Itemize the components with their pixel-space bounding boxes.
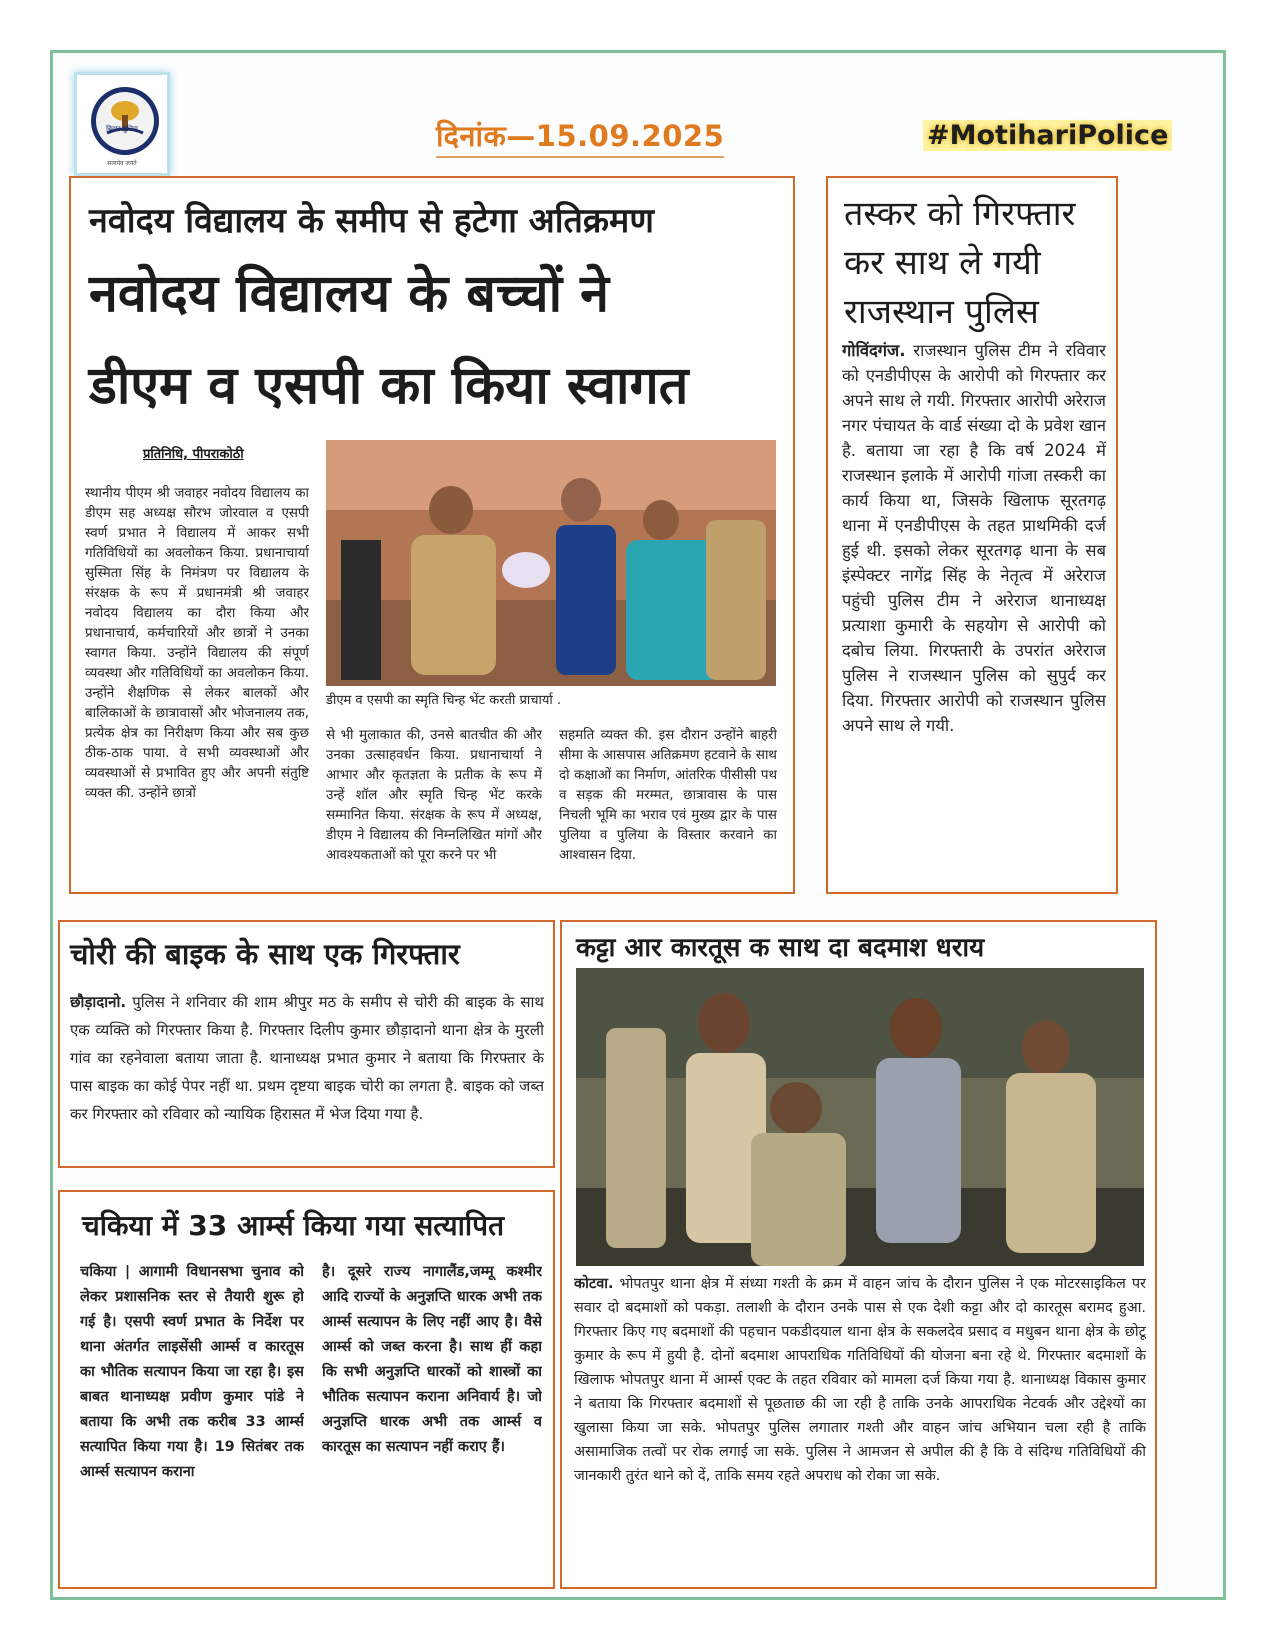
story-rajasthan-text: राजस्थान पुलिस टीम ने रविवार को एनडीपीएस के आरोपी को गिरफ्तार कर अपने साथ ले गयी. गिरफ्तार आरोपी अरेराज नगर पंचायत के वार्ड संख्या दो के प्रवेश खान है. बताया जा रहा है कि वर्ष 2024 में राजस्थान इलाके में आरोपी गांजा तस्करी का कार्य किया था, जिसके खिलाफ सूरतगढ़ थाना में एनडीपीएस के तहत प्राथमिकी दर्ज हुई थी. इसको लेकर सूरतगढ़ थाना के सब इंस्पेक्टर नागेंद्र सिंह के नेतृत्व में अरेराज पहुंची पुलिस टीम ने अरेराज थानाध्यक्ष प्रत्याशा कुमारी के सहयोग से आरोपी को दबोच लिया. गिरफ्तारी के उपरांत अरेराज पुलिस ने राजस्थान पुलिस को सुपुर्द कर दिया. गिरफ्तार आरोपी को राजस्थान पुलिस अपने साथ ले गयी. — [842, 341, 1106, 735]
logo-title: बिहार पुलिस — [106, 125, 138, 133]
bihar-police-logo — [74, 72, 170, 176]
story-stolen-bike — [58, 920, 555, 1168]
story-rajasthan-body — [842, 338, 1106, 888]
story-katta-photo — [576, 968, 1144, 1266]
story-chakia-col-2: है। दूसरे राज्य नागालैंड,जम्मू कश्मीर आदि राज्यों के अनुज्ञप्ति धारक अभी तक आर्म्स सत्यापन के लिए नहीं आए है। वैसे आर्म्स को जब्त करना है। साथ हीं कहा कि सभी अनुज्ञप्ति धारकों को शास्त्रों का भौतिक सत्यापन कराना अनिवार्य है। जो अनुज्ञप्ति धारक अभी तक आर्म्स व कारतूस का सत्यापन नहीं कराए हैं। — [322, 1264, 542, 1455]
story-katta-text: भोपतपुर थाना क्षेत्र में संध्या गश्ती के क्रम में वाहन जांच के दौरान पुलिस ने एक मोटरसाइकिल पर सवार दो बदमाशों को पकड़ा. तलाशी के दौरान उनके पास से एक देशी कट्टा और दो कारतूस बरामद हुआ. गिरफ्तार किए गए बदमाशों की पहचान पकडीदयाल थाना क्षेत्र के सकलदेव प्रसाद व मधुबन थाना क्षेत्र के छोटू कुमार के रूप में हुयी है. दोनों बदमाश आपराधिक गतिविधियों की योजना बना रहे थे. गिरफ्तार बदमाशों के खिलाफ भोपतपुर थाना में आर्म्स एक्ट के तहत रविवार को मामला दर्ज किया गया है. थानाध्यक्ष विकास कुमार ने बताया कि गिरफ्तार बदमाशों से पूछताछ की जा रही है ताकि उनके आपराधिक नेटवर्क और उद्देश्यों का खुलासा किया जा सके. भोपतपुर पुलिस लगातार गश्ती और वाहन जांच अभियान चला रही है ताकि असामाजिक तत्वों पर रोक लगाई जा सके. पुलिस ने आमजन से अपील की है कि वे संदिग्ध गतिविधियों की जानकारी तुरंत थाने को दें, ताकि समय रहते अपराध को रोका जा सके. — [574, 1276, 1146, 1484]
story-chakia-dateline: चकिया | — [80, 1264, 131, 1280]
story-bike-dateline: छौड़ादानो. — [70, 993, 127, 1011]
story-katta-body — [574, 1272, 1146, 1582]
story-navodaya-col-1: स्थानीय पीएम श्री जवाहर नवोदय विद्यालय का डीएम सह अध्यक्ष सौरभ जोरवाल व एसपी स्वर्ण प्रभात ने विद्यालय में आकर सभी गतिविधियों का अवलोकन किया. प्रधानाचार्या सुस्मिता सिंह के निमंत्रण पर विद्यालय के संरक्षक के रूप में प्रधानमंत्री श्री जवाहर नवोदय विद्यालय का दौरा किया और प्रधानाचार्य, कर्मचारियों और छात्रों ने उनका स्वागत किया. उन्होंने विद्यालय की संपूर्ण व्यवस्था और गतिविधियों का अवलोकन किया. उन्होंने शैक्षणिक से लेकर बालकों और बालिकाओं के छात्रावासों और भोजनालय तक, प्रत्येक क्षेत्र का निरीक्षण किया और सब कुछ ठीक-ठाक पाया. वे सभी व्यवस्थाओं और व्यवस्थाओं से प्रभावित हुए और अपनी संतुष्टि व्यक्त की. उन्होंने छात्रों — [85, 486, 309, 801]
story-navodaya-col-2: से भी मुलाकात की, उनसे बातचीत की और उनका उत्साहवर्धन किया. प्रधानाचार्या ने आभार और कृतज्ञता के प्रतीक के रूप में उन्हें शॉल और स्मृति चिन्ह भेंट करके सम्मानित किया. संरक्षक के रूप में अध्यक्ष, डीएम ने विद्यालय की निम्नलिखित मांगों और आवश्यकताओं को पूरा करने पर भी — [326, 728, 542, 863]
story-navodaya-photo-caption: डीएम व एसपी का स्मृति चिन्ह भेंट करती प्राचार्या . — [326, 693, 561, 708]
story-bike-text: पुलिस ने शनिवार की शाम श्रीपुर मठ के समीप से चोरी की बाइक के साथ एक व्यक्ति को गिरफ्तार किया है. गिरफ्तार दिलीप कुमार छौड़ादानो थाना क्षेत्र के मुरली गांव का रहनेवाला बताया जाता है. थानाध्यक्ष प्रभात कुमार ने बताया कि गिरफ्तार के पास बाइक का कोई पेपर नहीं था. प्रथम दृष्टया बाइक चोरी का लगता है. बाइक को जब्त कर गिरफ्तार को रविवार को न्यायिक हिरासत में भेज दिया गया है. — [70, 993, 544, 1123]
story-rajasthan-dateline: गोविंदगंज. — [842, 341, 906, 360]
story-chakia-arms — [58, 1190, 555, 1589]
story-bike-headline: चोरी की बाइक के साथ एक गिरफ्तार — [70, 937, 460, 971]
story-bike-body — [70, 988, 544, 1160]
story-chakia-col-1 — [80, 1260, 304, 1560]
story-navodaya-byline: प्रतिनिधि, पीपराकोठी — [143, 447, 244, 462]
story-navodaya-col-3: सहमति व्यक्त की. इस दौरान उन्होंने बाहरी सीमा के आसपास अतिक्रमण हटवाने के साथ दो कक्षाओं का निर्माण, आंतरिक पीसीसी पथ व सड़क की मरम्मत, छात्रावास के पास निचली भूमि का भराव एवं मुख्य द्वार के पास पुलिया व पुलिया के विस्तार करवाने का आश्वासन दिया. — [559, 728, 777, 863]
story-katta-headline: कट्टा आर कारतूस क साथ दा बदमाश धराय — [576, 933, 985, 963]
story-navodaya — [69, 176, 795, 894]
story-katta-dateline: कोटवा. — [574, 1276, 614, 1292]
story-navodaya-photo — [326, 440, 776, 686]
logo-motto: सत्यमेव जयते — [107, 160, 137, 167]
story-navodaya-headline-2: डीएम व एसपी का किया स्वागत — [89, 356, 689, 416]
page-date: दिनांक—15.09.2025 — [436, 116, 724, 158]
story-navodaya-headline-1: नवोदय विद्यालय के बच्चों ने — [89, 264, 610, 324]
story-katta-cartridge — [560, 920, 1157, 1589]
story-navodaya-kicker: नवोदय विद्यालय के समीप से हटेगा अतिक्रमण — [89, 201, 654, 241]
story-chakia-text-1: आगामी विधानसभा चुनाव को लेकर प्रशासनिक स्तर से तैयारी शुरू हो गई है। एसपी स्वर्ण प्रभात के निर्देश पर थाना अंतर्गत लाइसेंसी आर्म्स व कारतूस का भौतिक सत्यापन किया जा रहा है। इस बाबत थानाध्यक्ष प्रवीण कुमार पांडे ने बताया कि अभी तक करीब 33 आर्म्स सत्यापित किया गया है। 19 सितंबर तक आर्म्स सत्यापन कराना — [80, 1264, 304, 1480]
story-chakia-headline: चकिया में 33 आर्म्स किया गया सत्यापित — [82, 1209, 505, 1242]
story-rajasthan-police — [826, 176, 1118, 894]
hashtag-label: #MotihariPolice — [923, 120, 1172, 151]
story-rajasthan-headline: तस्कर को गिरफ्तार कर साथ ले गयी राजस्थान पुलिस — [844, 194, 1076, 332]
